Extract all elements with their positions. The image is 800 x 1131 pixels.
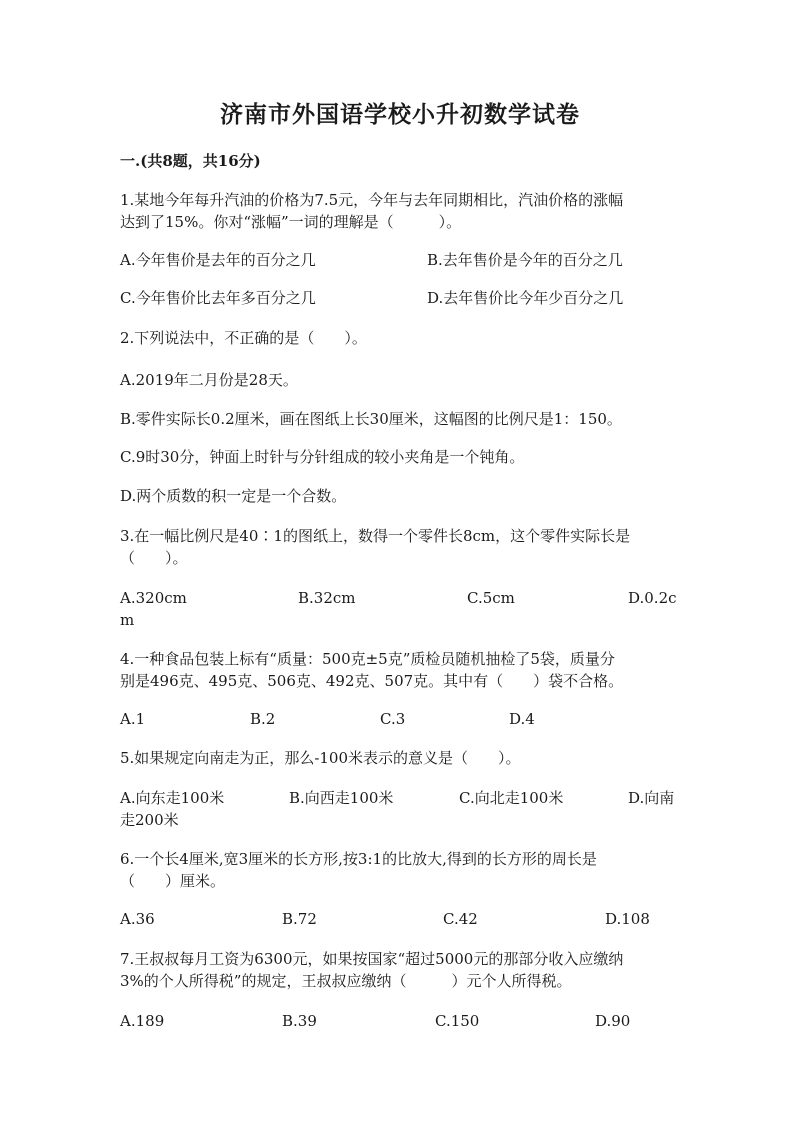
q1-option-c: C.今年售价比去年多百分之几 xyxy=(120,289,316,307)
q7-option-b: B.39 xyxy=(282,1012,317,1030)
q4-option-b: B.2 xyxy=(250,710,276,728)
q1-stem-line-1: 1.某地今年每升汽油的价格为7.5元，今年与去年同期相比，汽油价格的涨幅 xyxy=(120,191,624,209)
q7-stem-line-2: 3%的个人所得税”的规定，王叔叔应缴纳（ ）元个人所得税。 xyxy=(120,972,572,990)
q2-option-b: B.零件实际长0.2厘米，画在图纸上长30厘米，这幅图的比例尺是1：150。 xyxy=(120,410,622,428)
q6-option-d: D.108 xyxy=(605,910,650,928)
q3-option-a: A.320cm xyxy=(120,589,187,607)
q6-stem-line-2: （ ）厘米。 xyxy=(120,872,226,890)
q6-option-c: C.42 xyxy=(443,910,478,928)
q2-stem: 2.下列说法中，不正确的是（ ）。 xyxy=(120,329,367,347)
q5-option-d-wrap: 走200米 xyxy=(120,811,179,829)
q6-stem-line-1: 6.一个长4厘米,宽3厘米的长方形,按3:1的比放大,得到的长方形的周长是 xyxy=(120,850,597,868)
q3-option-c: C.5cm xyxy=(467,589,515,607)
q1-option-a: A.今年售价是去年的百分之几 xyxy=(120,251,316,269)
q5-option-c: C.向北走100米 xyxy=(459,789,564,807)
q5-option-a: A.向东走100米 xyxy=(120,789,225,807)
q1-option-d: D.去年售价比今年少百分之几 xyxy=(427,289,624,307)
q7-option-a: A.189 xyxy=(120,1012,165,1030)
q5-option-b: B.向西走100米 xyxy=(289,789,394,807)
q5-option-d: D.向南 xyxy=(628,789,675,807)
q4-option-c: C.3 xyxy=(380,710,406,728)
q6-option-b: B.72 xyxy=(282,910,317,928)
q2-option-d: D.两个质数的积一定是一个合数。 xyxy=(120,487,347,505)
q3-option-b: B.32cm xyxy=(298,589,356,607)
q1-option-b: B.去年售价是今年的百分之几 xyxy=(427,251,623,269)
q3-option-d: D.0.2c xyxy=(628,589,677,607)
q3-stem-line-1: 3.在一幅比例尺是40∶1的图纸上，数得一个零件长8cm，这个零件实际长是 xyxy=(120,527,631,545)
page-title: 济南市外国语学校小升初数学试卷 xyxy=(220,101,580,128)
q7-stem-line-1: 7.王叔叔每月工资为6300元，如果按国家“超过5000元的那部分收入应缴纳 xyxy=(120,950,624,968)
q4-stem-line-2: 别是496克、495克、506克、492克、507克。其中有（ ）袋不合格。 xyxy=(120,672,624,690)
q3-option-d-wrap: m xyxy=(120,611,135,629)
q2-option-a: A.2019年二月份是28天。 xyxy=(120,371,298,389)
q7-option-c: C.150 xyxy=(435,1012,480,1030)
q7-option-d: D.90 xyxy=(595,1012,631,1030)
q4-option-d: D.4 xyxy=(509,710,535,728)
q4-stem-line-1: 4.一种食品包装上标有“质量：500克±5克”质检员随机抽检了5袋，质量分 xyxy=(120,650,615,668)
q5-stem: 5.如果规定向南走为正，那么-100米表示的意义是（ ）。 xyxy=(120,749,521,767)
q1-stem-line-2: 达到了15%。你对“涨幅”一词的理解是（ ）。 xyxy=(120,213,462,231)
q4-option-a: A.1 xyxy=(120,710,146,728)
q6-option-a: A.36 xyxy=(120,910,155,928)
q2-option-c: C.9时30分，钟面上时针与分针组成的较小夹角是一个钝角。 xyxy=(120,448,525,466)
q3-stem-line-2: （ ）。 xyxy=(120,549,188,567)
section-heading: 一.(共8题，共16分) xyxy=(120,152,261,170)
